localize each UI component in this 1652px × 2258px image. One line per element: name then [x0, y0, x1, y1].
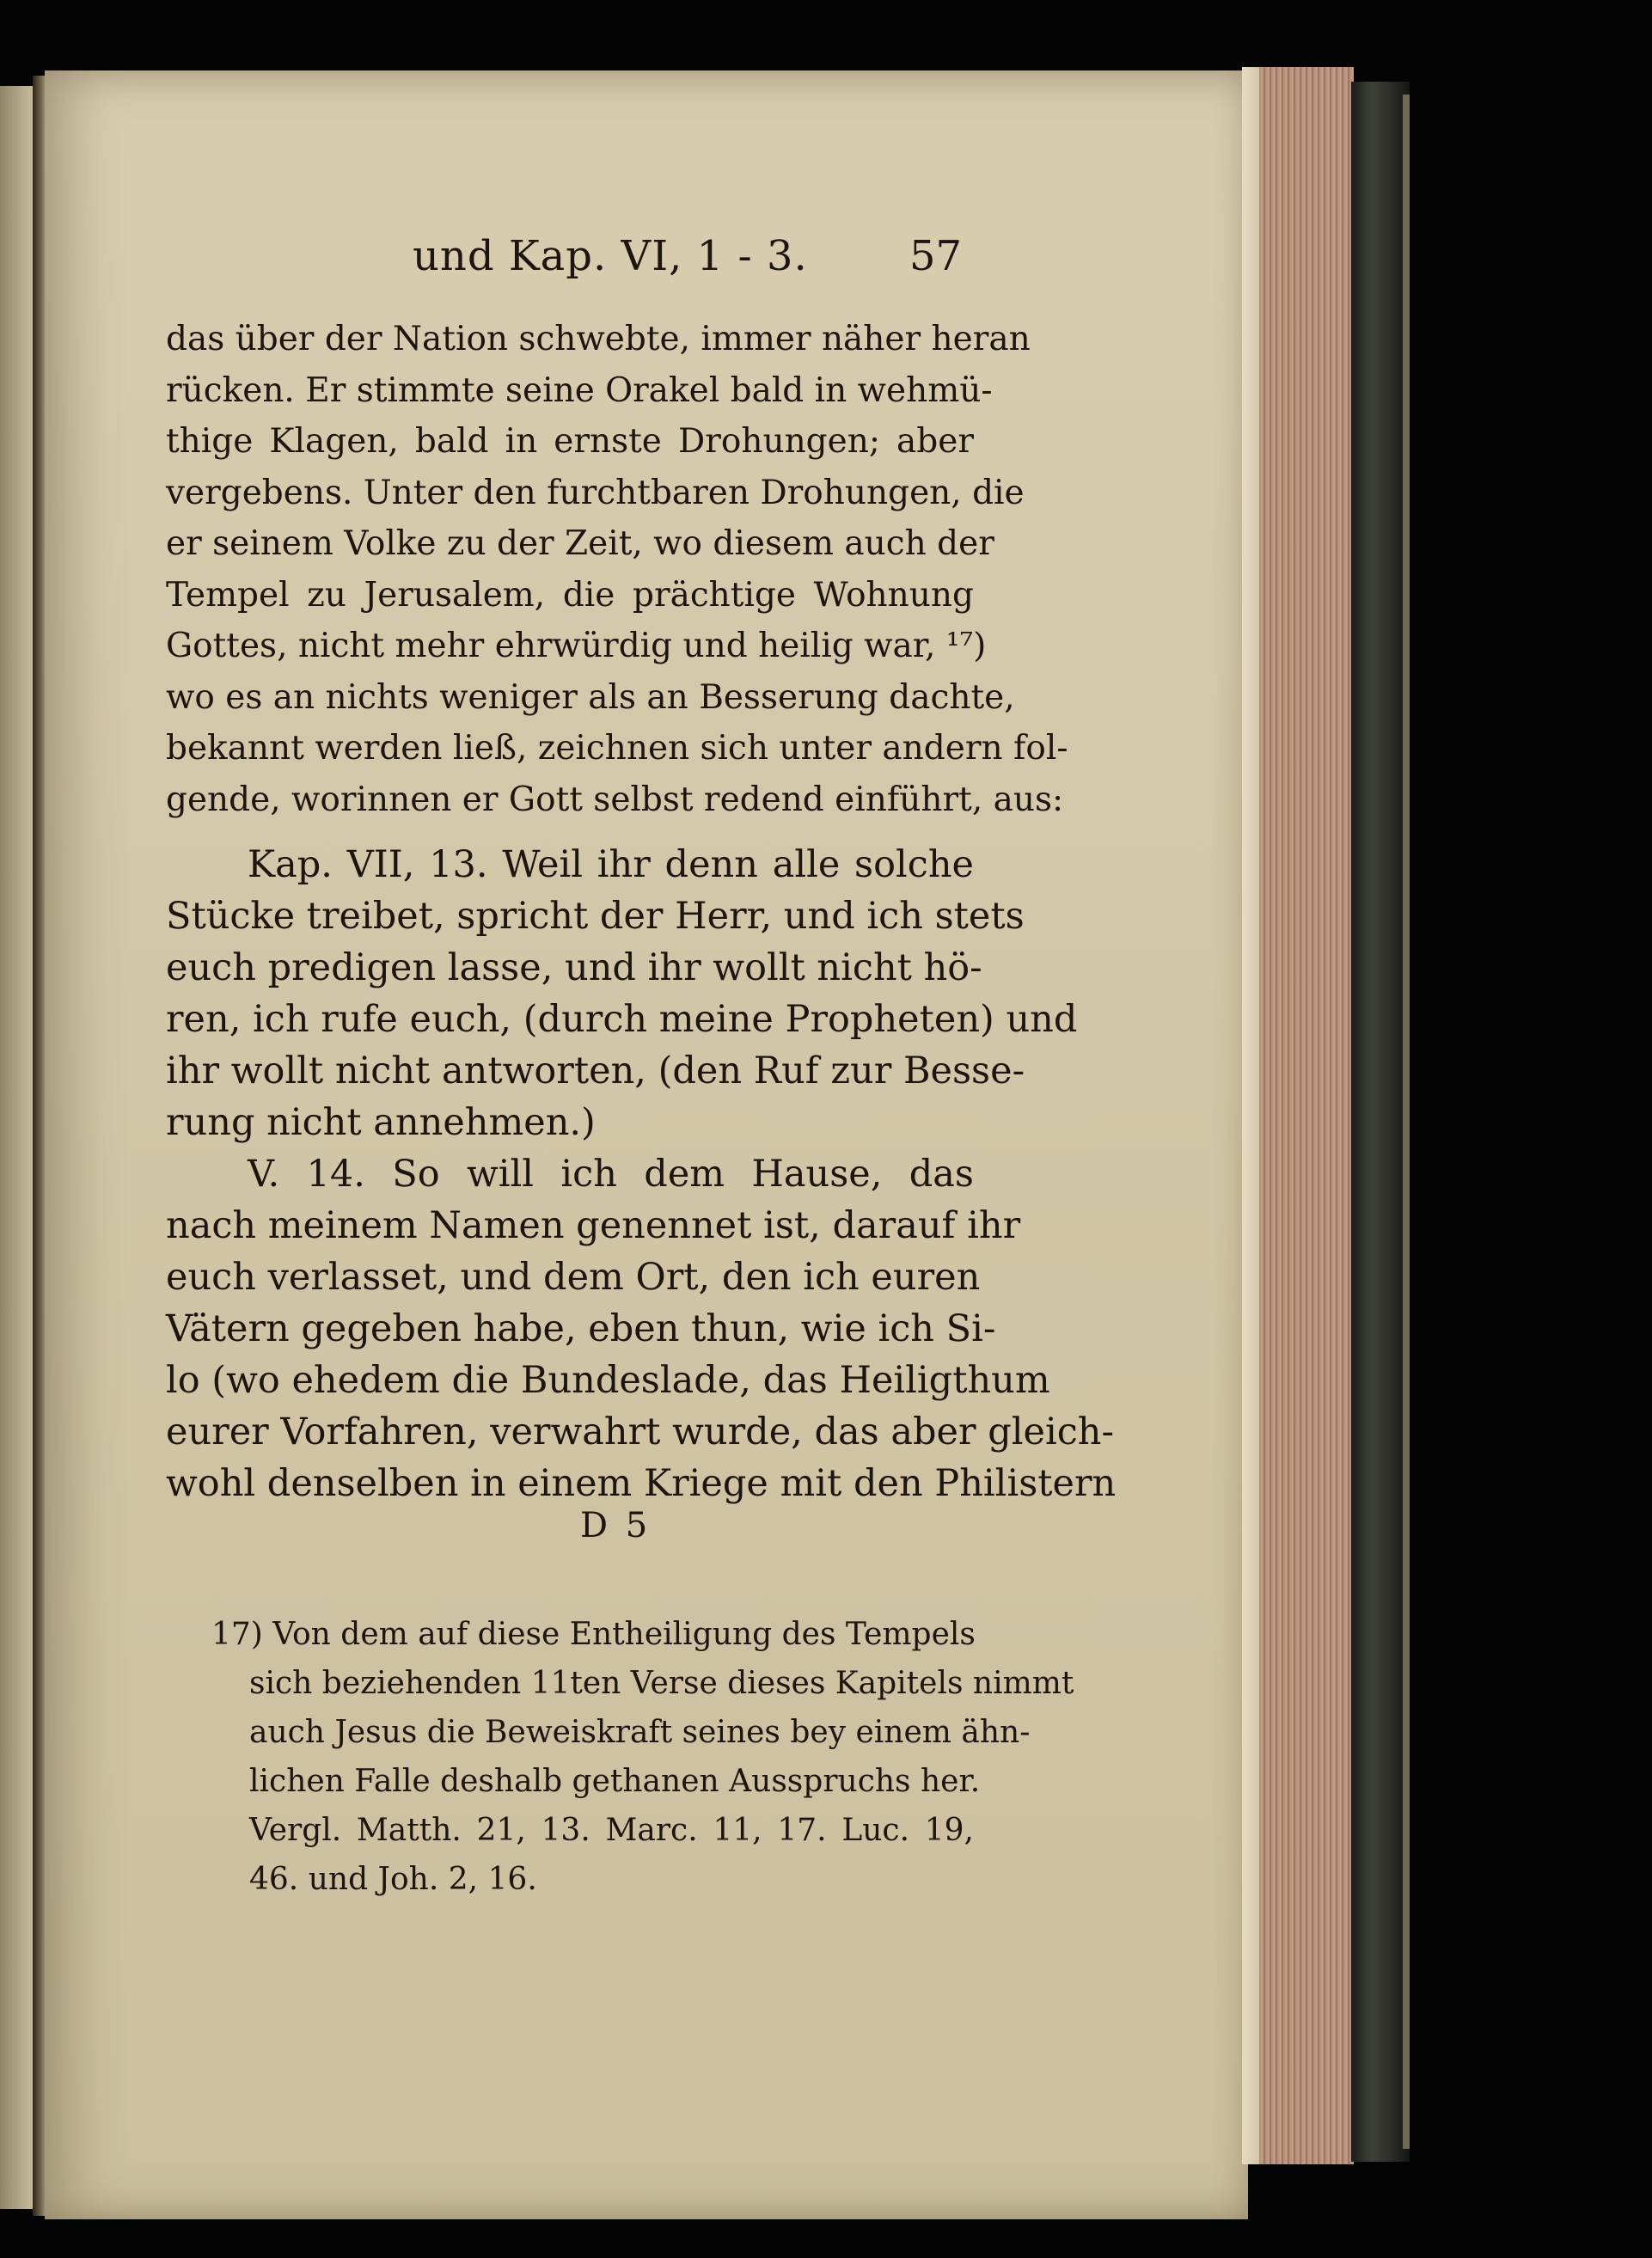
body-line: das über der Nation schwebte, immer näher heran — [166, 320, 1031, 358]
scripture-line: wohl denselben in einem Kriege mit den Philistern — [166, 1462, 1117, 1505]
body-line: wo es an nichts weniger als an Besserung dachte, — [166, 677, 1015, 717]
scripture-line: V. 14. So will ich dem Hause, das — [248, 1153, 974, 1196]
scripture-line: eurer Vorfahren, verwahrt wurde, das aber gleich- — [166, 1410, 1115, 1453]
scripture-line: lo (wo ehedem die Bundeslade, das Heiligthum — [166, 1359, 1050, 1402]
footnote — [211, 1610, 1074, 1904]
scripture-quote — [166, 839, 1117, 1509]
scripture-line: Stücke treibet, spricht der Herr, und ich stets — [166, 895, 1025, 938]
running-title: und Kap. VI, 1 - 3. — [413, 232, 808, 280]
book-cover — [1351, 82, 1410, 2162]
body-line: Gottes, nicht mehr ehrwürdig und heilig war, ¹⁷) — [166, 627, 987, 665]
signature-mark: D 5 — [580, 1506, 652, 1545]
body-line: Tempel zu Jerusalem, die prächtige Wohnung — [166, 575, 974, 615]
body-line: bekannt werden ließ, zeichnen sich unter andern fol- — [166, 729, 1068, 768]
body-line: rücken. Er stimmte seine Orakel bald in wehmü- — [166, 370, 993, 410]
cover-edge — [1403, 95, 1410, 2149]
scripture-line: Vätern gegeben habe, eben thun, wie ich Si- — [166, 1307, 996, 1350]
footnote-line: sich beziehenden 11ten Verse dieses Kapitels nimmt — [249, 1666, 1074, 1701]
body-line: thige Klagen, bald in ernste Drohungen; aber — [166, 422, 974, 461]
footnote-line: auch Jesus die Beweiskraft seines bey einem ähn- — [249, 1715, 1031, 1750]
footnote-line: Vergl. Matth. 21, 13. Marc. 11, 17. Luc. 19, — [249, 1813, 974, 1848]
footnote-line: 46. und Joh. 2, 16. — [249, 1862, 537, 1897]
left-page-edge — [0, 86, 36, 2209]
page-number: 57 — [909, 232, 963, 280]
scripture-line: nach meinem Namen genennet ist, darauf ihr — [166, 1204, 1021, 1247]
footnote-line: 17) Von dem auf diese Entheiligung des Tempels — [211, 1617, 976, 1652]
body-line: er seinem Volke zu der Zeit, wo diesem auch der — [166, 524, 994, 563]
scripture-line: euch predigen lasse, und ihr wollt nicht hö- — [166, 946, 982, 989]
scripture-line: ihr wollt nicht antworten, (den Ruf zur Besse- — [166, 1049, 1025, 1092]
scripture-line: ren, ich rufe euch, (durch meine Propheten) und — [166, 998, 1078, 1041]
footnote-line: lichen Falle deshalb gethanen Ausspruchs her. — [249, 1764, 981, 1799]
body-text — [166, 314, 1068, 825]
scripture-line: rung nicht annehmen.) — [166, 1101, 596, 1144]
body-line: vergebens. Unter den furchtbaren Drohungen, die — [166, 473, 1025, 512]
body-line: gende, worinnen er Gott selbst redend einführt, aus: — [166, 780, 1064, 819]
scripture-line: Kap. VII, 13. Weil ihr denn alle solche — [248, 843, 974, 886]
page-edge-rim — [1242, 67, 1259, 2164]
scripture-line: euch verlasset, und dem Ort, den ich euren — [166, 1256, 981, 1299]
